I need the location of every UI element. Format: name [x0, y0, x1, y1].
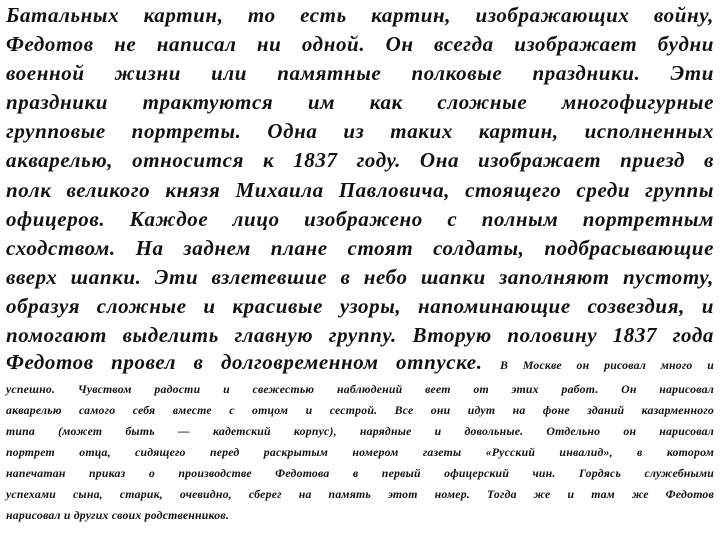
small-text-line: портрет отца, сидящего перед раскрытым номером газеты «Русский инвалид», в котором: [6, 444, 714, 459]
text-line: групповые портреты. Одна из таких картин, исполненных: [6, 119, 714, 144]
small-text-line: нарисовал и других своих родственников.: [6, 507, 229, 522]
text-line: помогают выделить главную группу. Вторую половину 1837 года: [6, 323, 714, 348]
text-line: праздники трактуются им как сложные многофигурные: [6, 90, 714, 115]
small-text-line: успешно. Чувством радости и свежестью наблюдений веет от этих работ. Он нарисовал: [6, 382, 714, 397]
small-text-line: типа (может быть — кадетский корпус), нарядные и довольные. Отдельно он нарисовал: [6, 424, 714, 439]
small-text-line: успехами сына, старик, очевидно, сберег на память этот номер. Тогда же и там же Федотов: [6, 486, 714, 501]
text-line: Батальных картин, то есть картин, изображающих войну,: [6, 3, 714, 27]
text-line: военной жизни или памятные полковые праздники. Эти: [6, 61, 714, 86]
text-line: вверх шапки. Эти взлетевшие в небо шапки заполняют пустоту,: [6, 264, 714, 289]
text-line: акварелью, относится к 1837 году. Она изображает приезд в: [6, 148, 714, 173]
text-line: Федотов не написал ни одной. Он всегда изображает будни: [6, 32, 714, 57]
text-line-mixed: [6, 349, 714, 379]
small-text-line: напечатан приказ о производстве Федотова в первый офицерский чин. Гордясь служебными: [6, 465, 714, 480]
document-page: [6, 0, 714, 526]
text-line: сходством. На заднем плане стоят солдаты, подбрасывающие: [6, 235, 714, 260]
small-text-line: акварелью самого себя вместе с отцом и сестрой. Все они идут на фоне зданий казарменного: [6, 403, 714, 418]
text-line: полк великого князя Михаила Павловича, стоящего среди группы: [6, 177, 714, 202]
text-line: образуя сложные и красивые узоры, напоминающие созвездия, и: [6, 293, 714, 318]
text-line: офицеров. Каждое лицо изображено с полным портретным: [6, 206, 714, 231]
text-line-small-part: В Москве он рисовал много и: [500, 358, 714, 373]
text-line-large-part: Федотов провел в долговременном отпуске.: [6, 350, 483, 375]
